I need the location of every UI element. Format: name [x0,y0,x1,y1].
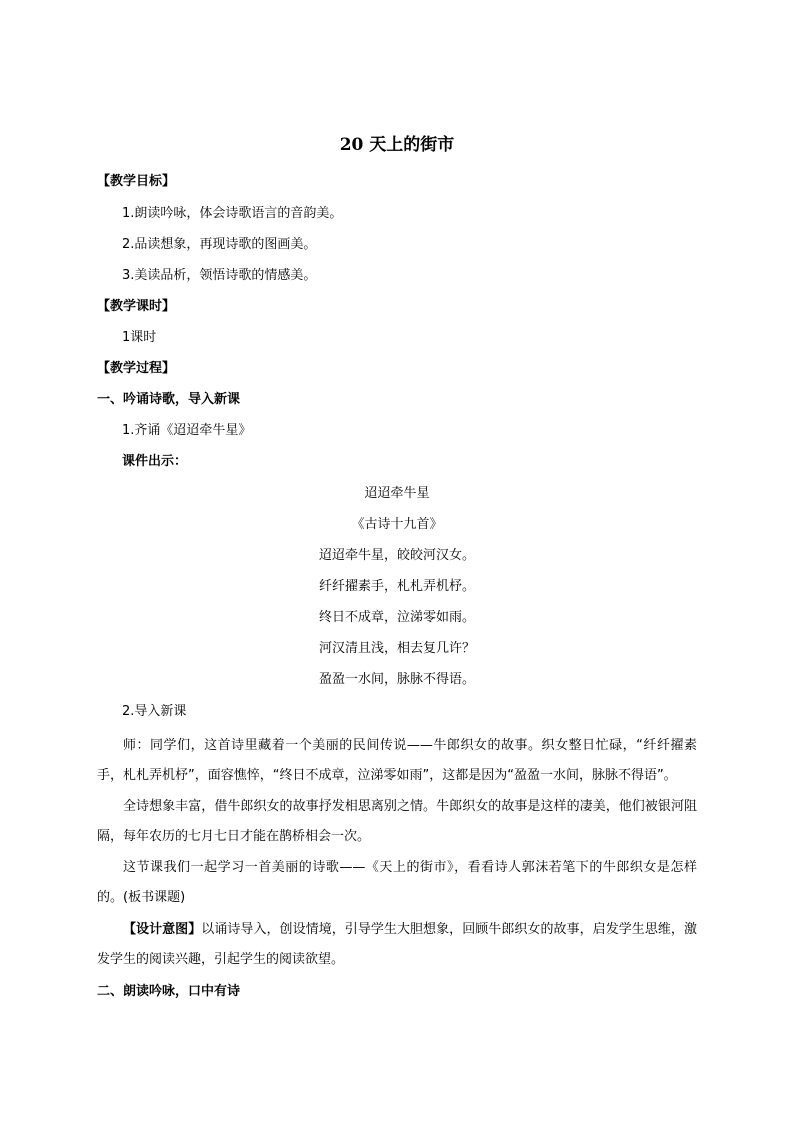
part1-heading: 一、吟诵诗歌，导入新课 [97,392,241,407]
summary-paragraph: 全诗想象丰富，借牛郎织女的故事抒发相思离别之情。牛郎织女的故事是这样的凄美，他们被银河阻隔，每年农历的七月七日才能在鹊桥相会一次。 [97,799,697,844]
design-intent-text: 以诵诗导入，创设情境，引导学生大胆想象，回顾牛郎织女的故事，启发学生思维，激发学生的阅读兴趣，引起学生的阅读欲望。 [97,922,697,967]
document-title: 20 天上的街市 [339,135,455,155]
poem-line: 迢迢牵牛星，皎皎河汉女。 [318,548,475,563]
poem-line: 河汉清且浅，相去复几许？ [318,641,475,656]
section-hours-header: 【教学课时】 [97,299,176,314]
goal-item: 3.美读品析，领悟诗歌的情感美。 [122,268,317,283]
section-process-header: 【教学过程】 [97,361,176,376]
goal-item: 2.品读想象，再现诗歌的图画美。 [122,237,317,252]
lesson-intro-paragraph: 这节课我们一起学习一首美丽的诗歌——《天上的街市》，看看诗人郭沫若笔下的牛郎织女是怎样的。(板书课题) [97,860,697,905]
design-intent-paragraph [97,915,697,975]
poem-line: 纤纤擢素手，札札弄机杼。 [318,579,475,594]
teacher-intro-paragraph: 师：同学们，这首诗里藏着一个美丽的民间传说——牛郎织女的故事。织女整日忙碌，“纤纤擢素手，札札弄机杼”，面容憔悴，“终日不成章，泣涕零如雨”，这都是因为“盈盈一水间，脉脉不得语”。 [97,738,697,783]
step2-text: 2.导入新课 [122,704,187,719]
courseware-label: 课件出示： [122,454,188,469]
section-goals-header: 【教学目标】 [97,174,176,189]
poem-line: 终日不成章，泣涕零如雨。 [318,610,475,625]
hours-text: 1课时 [122,330,157,345]
part2-heading: 二、朗读吟咏，口中有诗 [97,984,241,999]
step1-text: 1.齐诵《迢迢牵牛星》 [122,423,252,438]
poem-title: 迢迢牵牛星 [364,486,430,501]
goal-item: 1.朗读吟咏，体会诗歌语言的音韵美。 [122,206,343,221]
poem-source: 《古诗十九首》 [351,517,443,532]
design-intent-label: 【设计意图】 [123,922,202,937]
poem-line: 盈盈一水间，脉脉不得语。 [318,672,475,687]
